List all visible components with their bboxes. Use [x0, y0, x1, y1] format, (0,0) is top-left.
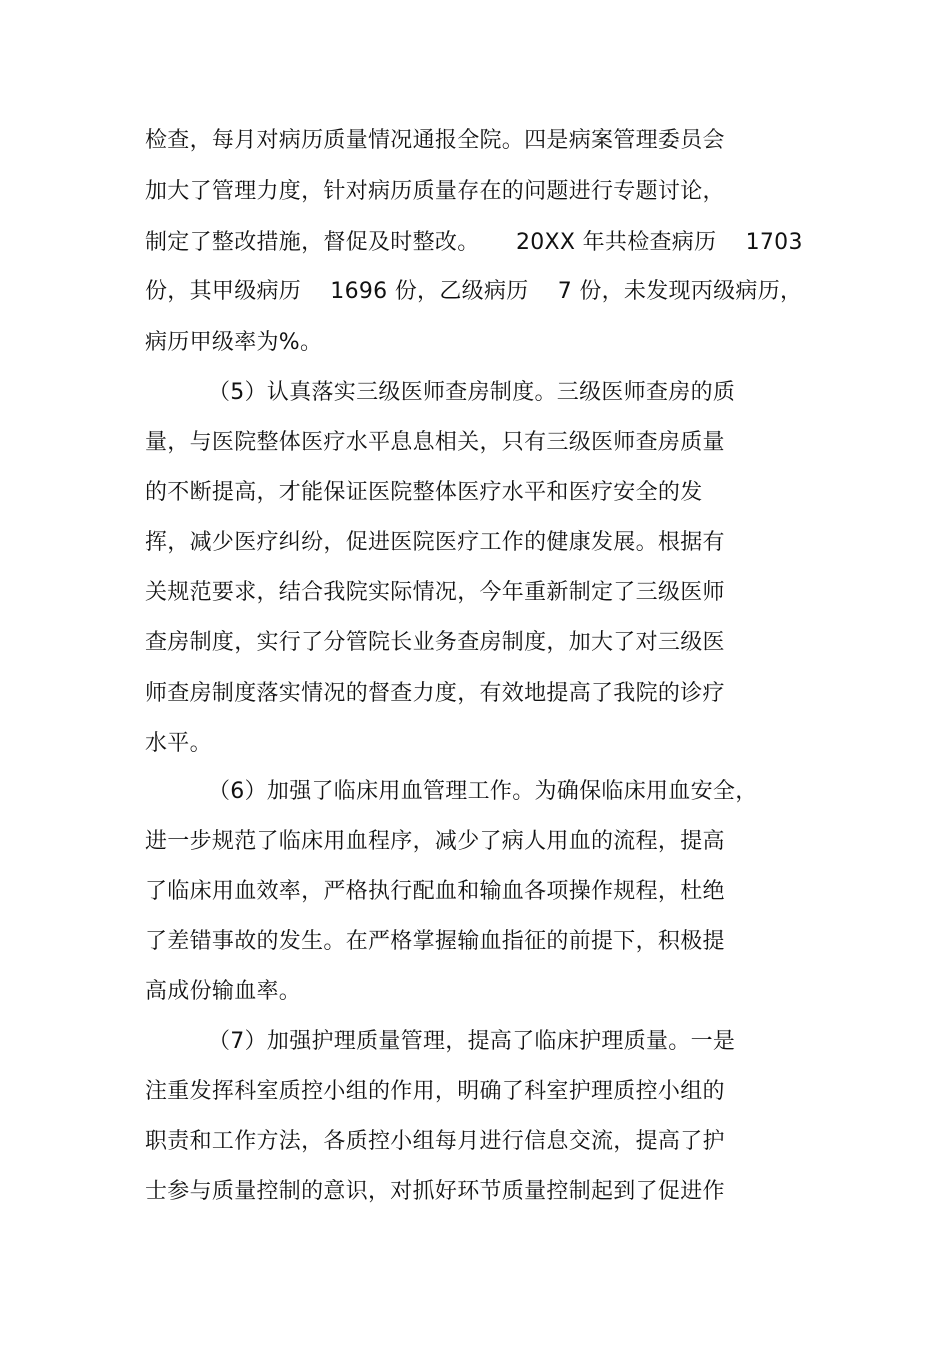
text-line: 士参与质量控制的意识，对抓好环节质量控制起到了促进作: [145, 1179, 725, 1204]
paragraph-7-start: （7）加强护理质量管理，提高了临床护理质量。一是: [208, 1029, 736, 1054]
text-line: 查房制度，实行了分管院长业务查房制度，加大了对三级医: [145, 630, 725, 655]
text-line: 的不断提高，才能保证医院整体医疗水平和医疗安全的发: [145, 480, 703, 505]
text-line: 关规范要求，结合我院实际情况，今年重新制定了三级医师: [145, 580, 725, 605]
text-line: 高成份输血率。: [145, 979, 302, 1004]
text-line: 份，其甲级病历 1696 份，乙级病历 7 份，未发现丙级病历，: [145, 279, 803, 304]
text-line: 加大了管理力度，针对病历质量存在的问题进行专题讨论，: [145, 179, 725, 204]
text-line: 病历甲级率为%。: [145, 330, 323, 355]
text-line: 注重发挥科室质控小组的作用，明确了科室护理质控小组的: [145, 1079, 725, 1104]
text-line: 挥，减少医疗纠纷，促进医院医疗工作的健康发展。根据有: [145, 530, 725, 555]
text-line: 职责和工作方法，各质控小组每月进行信息交流，提高了护: [145, 1129, 725, 1154]
text-line: 制定了整改措施，督促及时整改。 20XX 年共检查病历 1703: [145, 230, 803, 255]
paragraph-6-start: （6）加强了临床用血管理工作。为确保临床用血安全，: [208, 779, 758, 804]
text-line: 了临床用血效率，严格执行配血和输血各项操作规程，杜绝: [145, 879, 725, 904]
text-line: 进一步规范了临床用血程序，减少了病人用血的流程，提高: [145, 829, 725, 854]
text-line: 水平。: [145, 731, 212, 756]
text-line: 检查，每月对病历质量情况通报全院。四是病案管理委员会: [145, 128, 725, 153]
paragraph-5-start: （5）认真落实三级医师查房制度。三级医师查房的质: [208, 380, 736, 405]
text-line: 量，与医院整体医疗水平息息相关，只有三级医师查房质量: [145, 430, 725, 455]
text-line: 师查房制度落实情况的督查力度，有效地提高了我院的诊疗: [145, 681, 725, 706]
text-line: 了差错事故的发生。在严格掌握输血指征的前提下，积极提: [145, 929, 725, 954]
